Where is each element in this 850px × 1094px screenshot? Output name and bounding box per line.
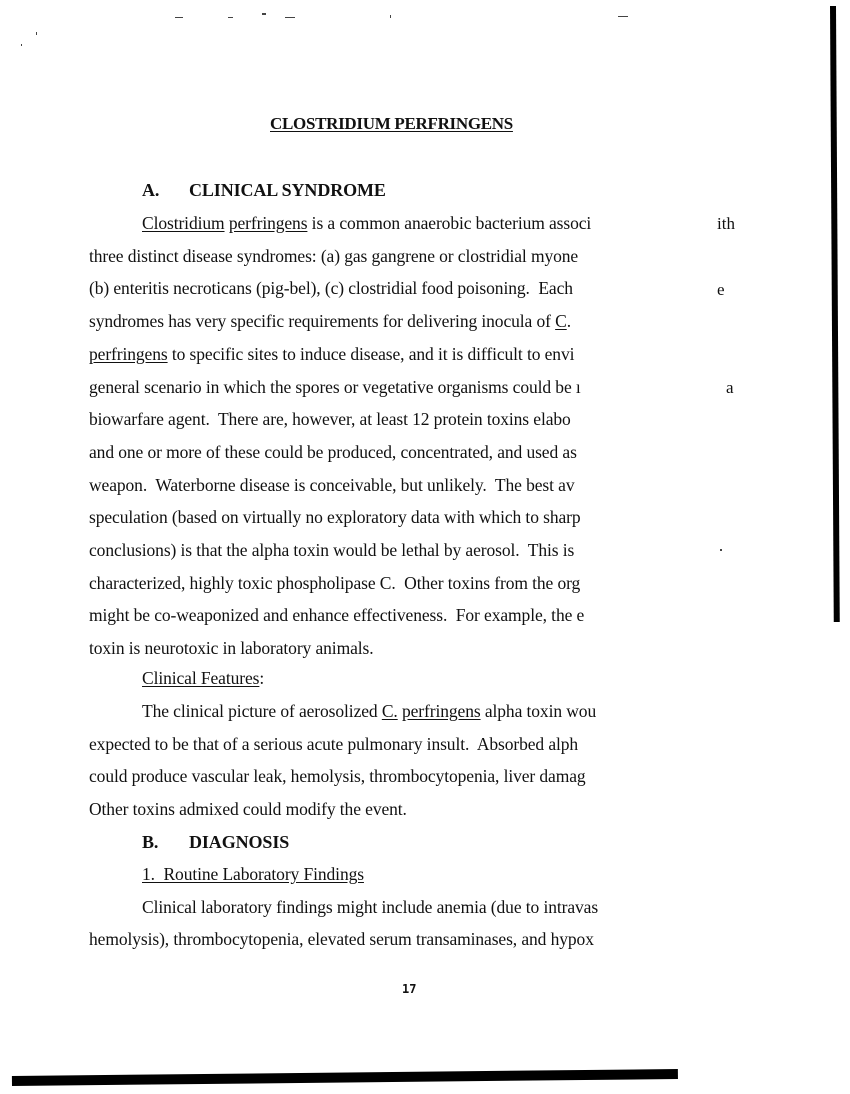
scan-edge-bar-bottom (12, 1069, 678, 1086)
section-a-heading (142, 180, 386, 200)
text-line (89, 409, 571, 429)
margin-fragment: ith (717, 214, 735, 233)
text-run: expected to be that of a serious acute pulmonary insult. Absorbed alph (89, 733, 579, 754)
text-run: and one or more of these could be produced, concentrated, and used as (89, 441, 577, 462)
section-b-title: DIAGNOSIS (189, 832, 290, 852)
scan-speck (175, 17, 183, 18)
text-line (142, 897, 598, 917)
text-run: toxin is neurotoxic in laboratory animals. (89, 638, 374, 659)
underlined-term: Clostridium (142, 213, 225, 233)
text-run: general scenario in which the spores or vegetative organisms could be ı (89, 376, 581, 397)
colon: : (259, 668, 265, 688)
text-run: weapon. Waterborne disease is conceivable, but unlikely. The best av (89, 474, 575, 495)
text-run: alpha toxin wou (480, 701, 597, 721)
underlined-term: perfringens (228, 213, 308, 233)
text-line (89, 475, 575, 495)
text-line (89, 377, 581, 397)
text-line (89, 540, 574, 560)
underlined-term: perfringens (89, 343, 168, 364)
text-line (89, 766, 586, 786)
scan-speck (36, 32, 37, 35)
margin-fragment: a (726, 378, 734, 397)
text-run: (b) enteritis necroticans (pig-bel), (c) clostridial food poisoning. Each (89, 278, 573, 299)
text-run: could produce vascular leak, hemolysis, thrombocytopenia, liver damag (89, 766, 586, 786)
text-run: three distinct disease syndromes: (a) gas gangrene or clostridial myone (89, 245, 579, 266)
underlined-term: perfringens (401, 701, 481, 721)
routine-lab-findings-subheading: 1. Routine Laboratory Findings (142, 864, 364, 884)
scan-speck (285, 17, 295, 18)
text-run: . (566, 311, 571, 332)
scan-edge-bar-right (830, 6, 840, 622)
text-line (89, 605, 584, 625)
underlined-term: C. (381, 701, 398, 721)
text-line (89, 734, 578, 754)
text-line (89, 246, 578, 266)
text-run: speculation (based on virtually no exploratory data with which to sharp (89, 507, 581, 528)
page-number: 17 (402, 982, 417, 996)
text-line (142, 701, 596, 721)
text-run: might be co-weaponized and enhance effectiveness. For example, the e (89, 605, 585, 626)
text-line (89, 638, 374, 658)
clinical-features-label (142, 668, 264, 688)
text-run: Other toxins admixed could modify the event. (89, 798, 407, 819)
document-title: CLOSTRIDIUM PERFRINGENS (270, 114, 513, 133)
clinical-features-title: Clinical Features (142, 668, 260, 688)
text-line (89, 278, 573, 298)
section-a-letter: A. (142, 180, 160, 200)
text-run: is a common anaerobic bacterium associ (307, 213, 592, 233)
text-run: characterized, highly toxic phospholipase C. Other toxins from the org (89, 572, 581, 593)
scan-speck (262, 13, 266, 15)
text-line (89, 344, 574, 364)
text-line (89, 573, 580, 593)
scan-speck (21, 44, 22, 46)
section-b-letter: B. (142, 832, 159, 852)
text-line (89, 799, 407, 819)
text-line (89, 311, 571, 331)
text-run: The clinical picture of aerosolized (142, 701, 382, 721)
text-run: Clinical laboratory findings might include anemia (due to intravas (142, 897, 599, 917)
text-line (89, 507, 581, 527)
scan-speck (618, 16, 628, 17)
section-b-heading (142, 832, 289, 852)
text-run: to specific sites to induce disease, and it is difficult to envi (167, 343, 575, 364)
text-run: syndromes has very specific requirements for delivering inocula of (89, 311, 556, 332)
scan-speck (720, 549, 722, 551)
margin-fragment: e (717, 280, 725, 299)
text-run: conclusions) is that the alpha toxin would be lethal by aerosol. This is (89, 540, 575, 560)
underlined-term: C (555, 311, 567, 332)
section-a-title: CLINICAL SYNDROME (189, 180, 386, 200)
text-line (89, 929, 594, 949)
scan-speck (228, 17, 233, 18)
text-line (89, 442, 577, 462)
text-run: hemolysis), thrombocytopenia, elevated serum transaminases, and hypox (89, 929, 594, 949)
text-run: biowarfare agent. There are, however, at least 12 protein toxins elabo (89, 409, 571, 430)
scan-speck (390, 15, 391, 18)
text-line (142, 213, 591, 233)
